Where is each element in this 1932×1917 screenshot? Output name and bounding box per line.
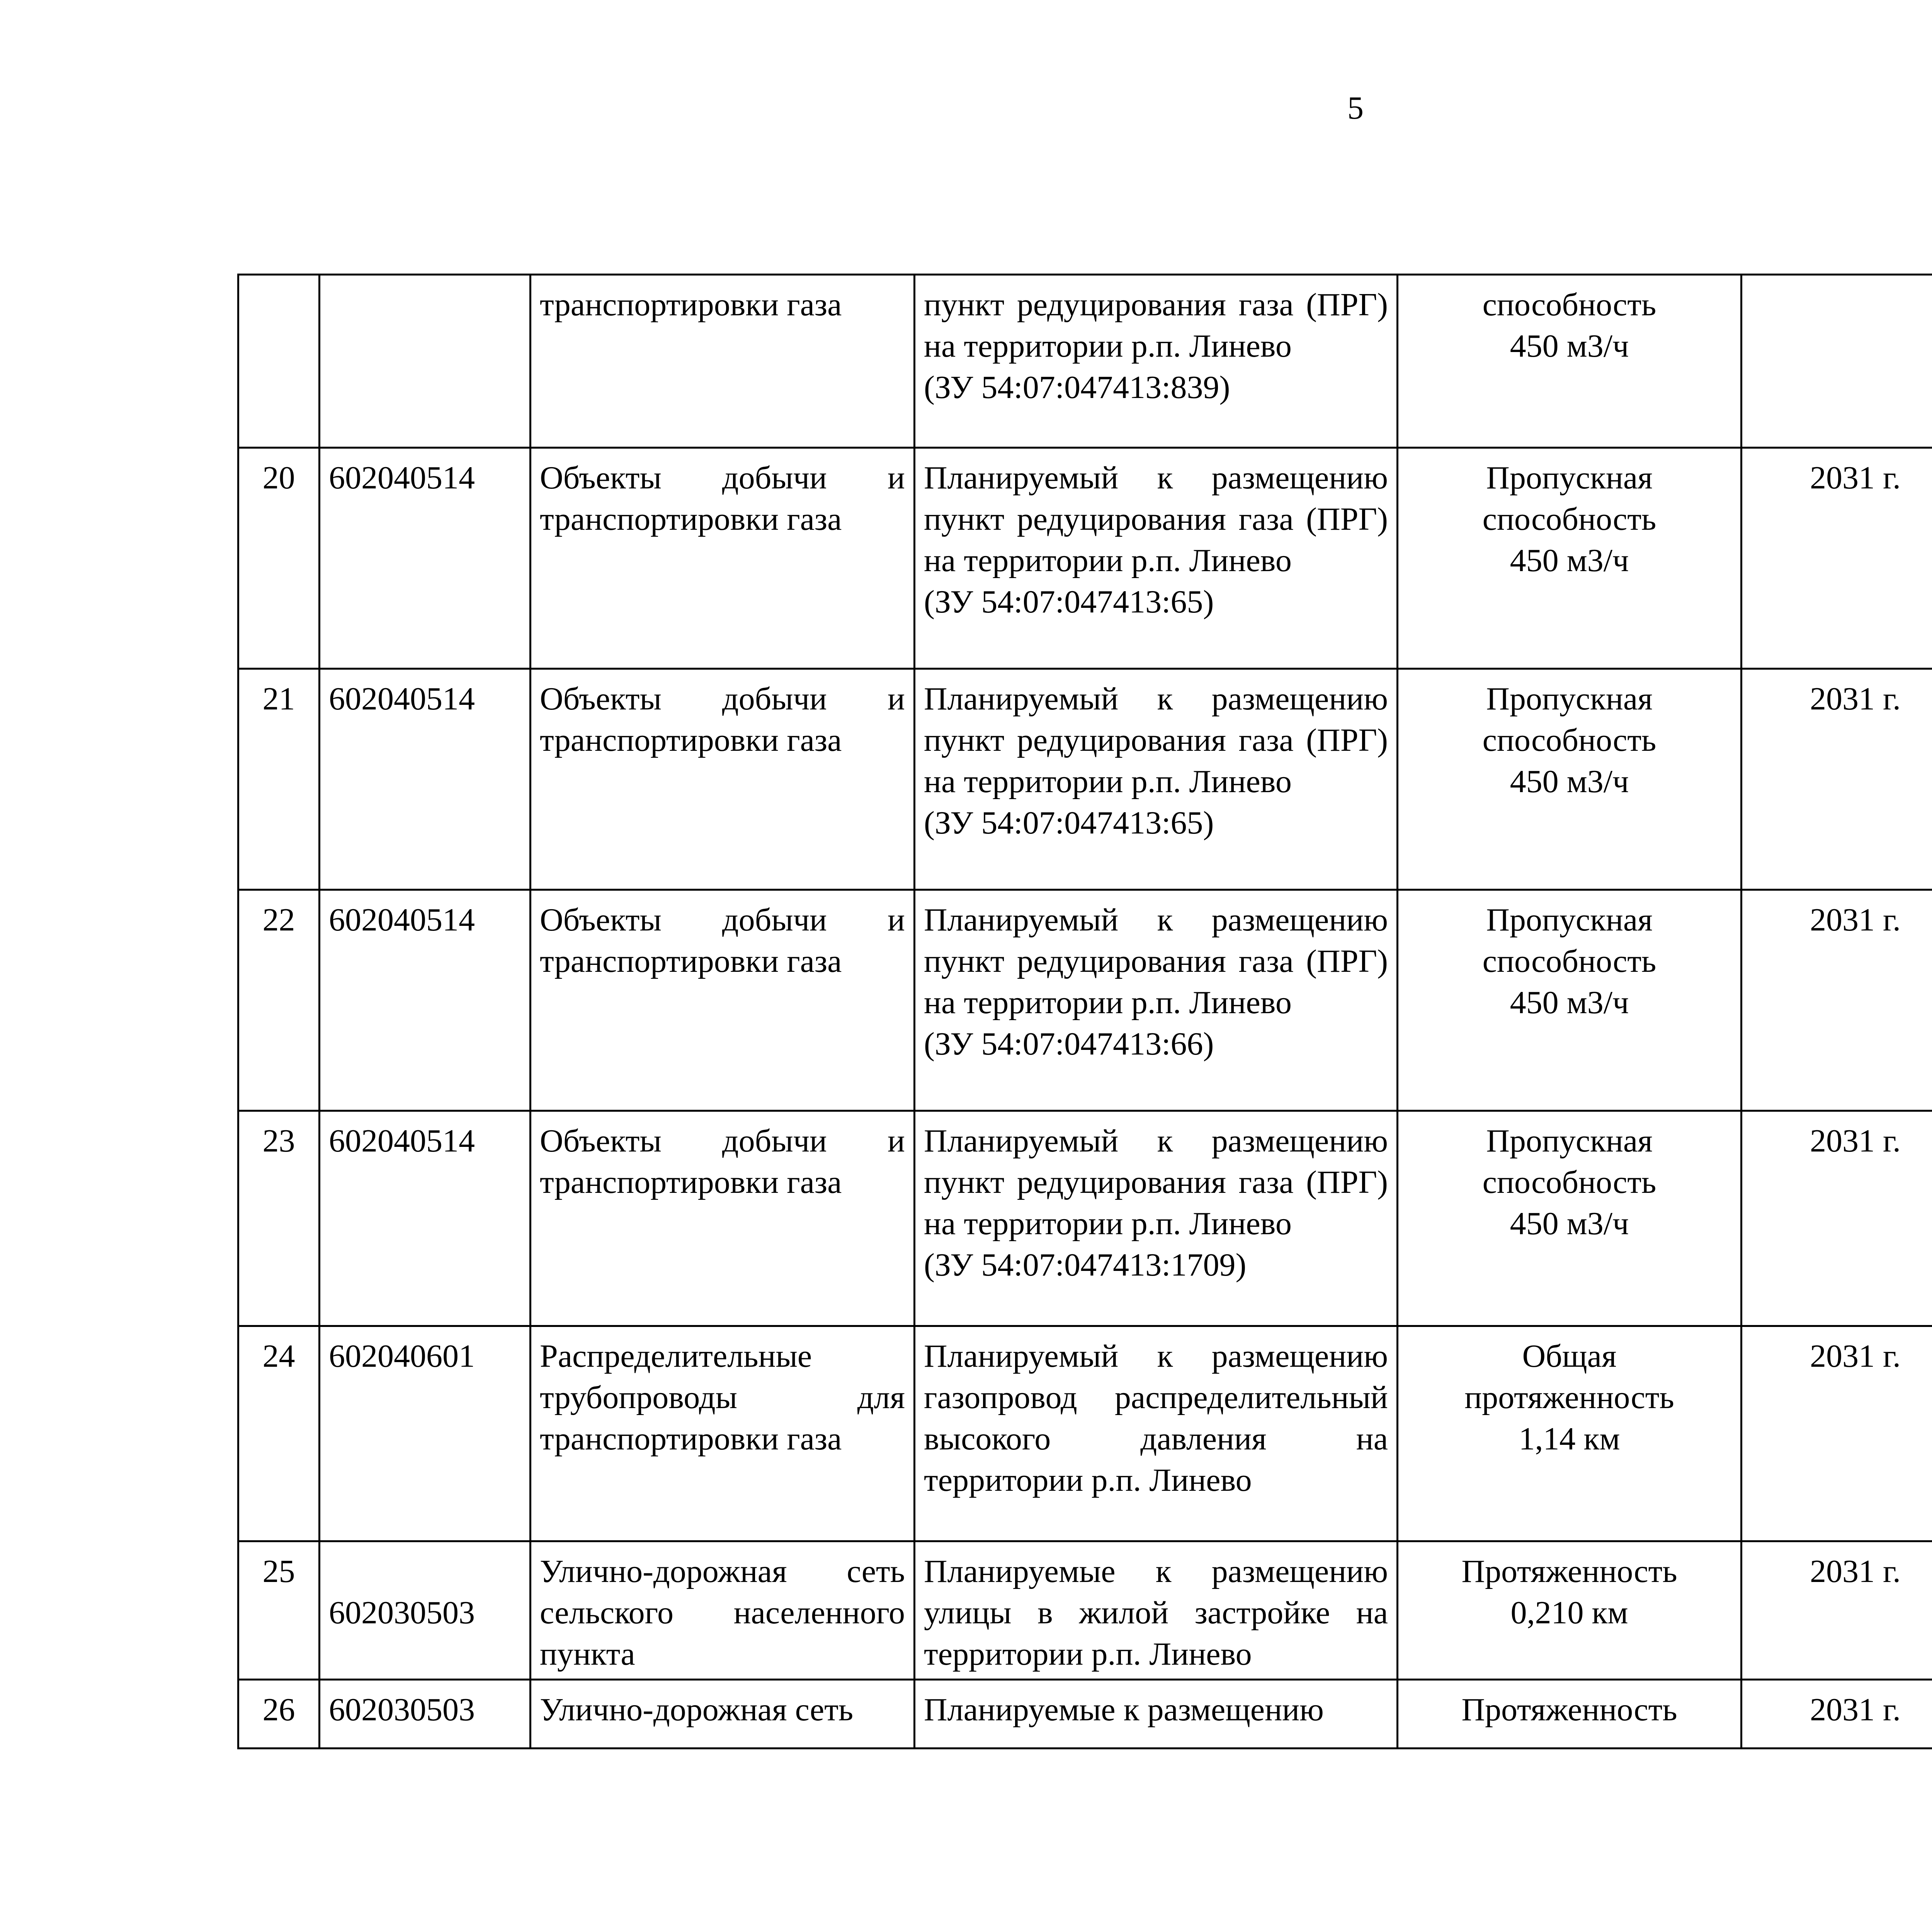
parameter-line: Общая: [1522, 1338, 1617, 1374]
parameter-line: 450 м3/ч: [1510, 985, 1629, 1021]
row-description: [915, 448, 1398, 669]
parameter-line: 1,14 км: [1519, 1421, 1620, 1457]
row-number: 22: [238, 890, 320, 1111]
row-year: 2031 г.: [1742, 890, 1932, 1111]
row-code: 602040514: [320, 669, 531, 890]
row-description: [915, 669, 1398, 890]
parameter-line: 450 м3/ч: [1510, 543, 1629, 578]
row-object-type: Распределительные трубопроводы для транспортировки газа: [531, 1326, 915, 1541]
row-description: [915, 1541, 1398, 1680]
row-year: 2031 г.: [1742, 448, 1932, 669]
table-row: [238, 890, 1932, 1111]
row-description: [915, 1680, 1398, 1749]
row-year: 2031 г.: [1742, 1326, 1932, 1541]
row-object-type: Объекты добычи и транспортировки газа: [531, 448, 915, 669]
row-number: 24: [238, 1326, 320, 1541]
parameter-line: Пропускная: [1486, 460, 1653, 496]
parameter-line: способность: [1482, 1164, 1656, 1200]
description-parcel: (ЗУ 54:07:047413:66): [924, 1026, 1214, 1062]
description-parcel: (ЗУ 54:07:047413:65): [924, 584, 1214, 620]
row-year: 2031 г.: [1742, 1680, 1932, 1749]
description-text: Планируемый к размещению пункт редуцирования газа (ПРГ) на территории р.п. Линево: [924, 902, 1388, 1021]
parameter-line: 0,210 км: [1510, 1595, 1628, 1631]
row-number: 25: [238, 1541, 320, 1680]
row-number: [238, 275, 320, 448]
row-object-type: транспортировки газа: [531, 275, 915, 448]
description-parcel: (ЗУ 54:07:047413:1709): [924, 1247, 1247, 1283]
row-year: [1742, 275, 1932, 448]
row-description: [915, 1326, 1398, 1541]
description-text: Планируемые к размещению: [924, 1692, 1324, 1728]
parameter-line: 450 м3/ч: [1510, 328, 1629, 364]
row-year: 2031 г.: [1742, 1111, 1932, 1326]
parameter-line: способность: [1482, 943, 1656, 979]
row-object-type: Объекты добычи и транспортировки газа: [531, 890, 915, 1111]
table-row: [238, 448, 1932, 669]
row-number: 26: [238, 1680, 320, 1749]
row-year: 2031 г.: [1742, 669, 1932, 890]
row-number: 20: [238, 448, 320, 669]
table-row: [238, 275, 1932, 448]
parameter-line: Протяженность: [1461, 1553, 1677, 1589]
table-row: [238, 1680, 1932, 1749]
row-object-type: Улично-дорожная сеть: [531, 1680, 915, 1749]
parameter-line: способность: [1482, 501, 1656, 537]
row-code: 602030503: [320, 1541, 531, 1680]
row-number: 23: [238, 1111, 320, 1326]
row-description: [915, 890, 1398, 1111]
row-parameter: [1398, 1111, 1742, 1326]
parameter-line: 450 м3/ч: [1510, 764, 1629, 799]
parameter-line: способность: [1482, 287, 1656, 323]
parameter-line: способность: [1482, 722, 1656, 758]
row-parameter: [1398, 1326, 1742, 1541]
parameter-line: Протяженность: [1461, 1692, 1677, 1728]
row-parameter: [1398, 448, 1742, 669]
parameter-line: Пропускная: [1486, 902, 1653, 938]
description-text: Планируемый к размещению пункт редуцирования газа (ПРГ) на территории р.п. Линево: [924, 460, 1388, 578]
parameter-line: протяженность: [1464, 1379, 1674, 1415]
description-text: Планируемый к размещению газопровод распределительный высокого давления на территории р.п. Линево: [924, 1338, 1388, 1498]
objects-table: [237, 274, 1932, 1749]
row-code: 602040514: [320, 1111, 531, 1326]
row-object-type: Объекты добычи и транспортировки газа: [531, 1111, 915, 1326]
row-parameter: [1398, 669, 1742, 890]
description-parcel: (ЗУ 54:07:047413:65): [924, 805, 1214, 841]
row-object-type: Улично-дорожная сеть сельского населенного пункта: [531, 1541, 915, 1680]
row-code: 602040601: [320, 1326, 531, 1541]
parameter-line: Пропускная: [1486, 681, 1653, 717]
row-number: 21: [238, 669, 320, 890]
description-text: Планируемый к размещению пункт редуцирования газа (ПРГ) на территории р.п. Линево: [924, 681, 1388, 799]
row-code: [320, 275, 531, 448]
row-description: [915, 1111, 1398, 1326]
description-text: Планируемые к размещению улицы в жилой застройке на территории р.п. Линево: [924, 1553, 1388, 1672]
parameter-line: 450 м3/ч: [1510, 1206, 1629, 1242]
row-code: 602030503: [320, 1680, 531, 1749]
row-parameter: [1398, 1680, 1742, 1749]
row-year: 2031 г.: [1742, 1541, 1932, 1680]
row-code: 602040514: [320, 890, 531, 1111]
description-text: Планируемый к размещению пункт редуцирования газа (ПРГ) на территории р.п. Линево: [924, 1123, 1388, 1242]
row-description: [915, 275, 1398, 448]
table-row: [238, 1111, 1932, 1326]
row-code: 602040514: [320, 448, 531, 669]
table-row: [238, 669, 1932, 890]
page-number: 5: [1347, 90, 1364, 126]
row-parameter: [1398, 1541, 1742, 1680]
row-parameter: [1398, 890, 1742, 1111]
table-row: [238, 1541, 1932, 1680]
description-text: пункт редуцирования газа (ПРГ) на территории р.п. Линево: [924, 287, 1388, 364]
row-object-type: Объекты добычи и транспортировки газа: [531, 669, 915, 890]
parameter-line: Пропускная: [1486, 1123, 1653, 1159]
table-row: [238, 1326, 1932, 1541]
description-parcel: (ЗУ 54:07:047413:839): [924, 369, 1230, 405]
row-parameter: [1398, 275, 1742, 448]
